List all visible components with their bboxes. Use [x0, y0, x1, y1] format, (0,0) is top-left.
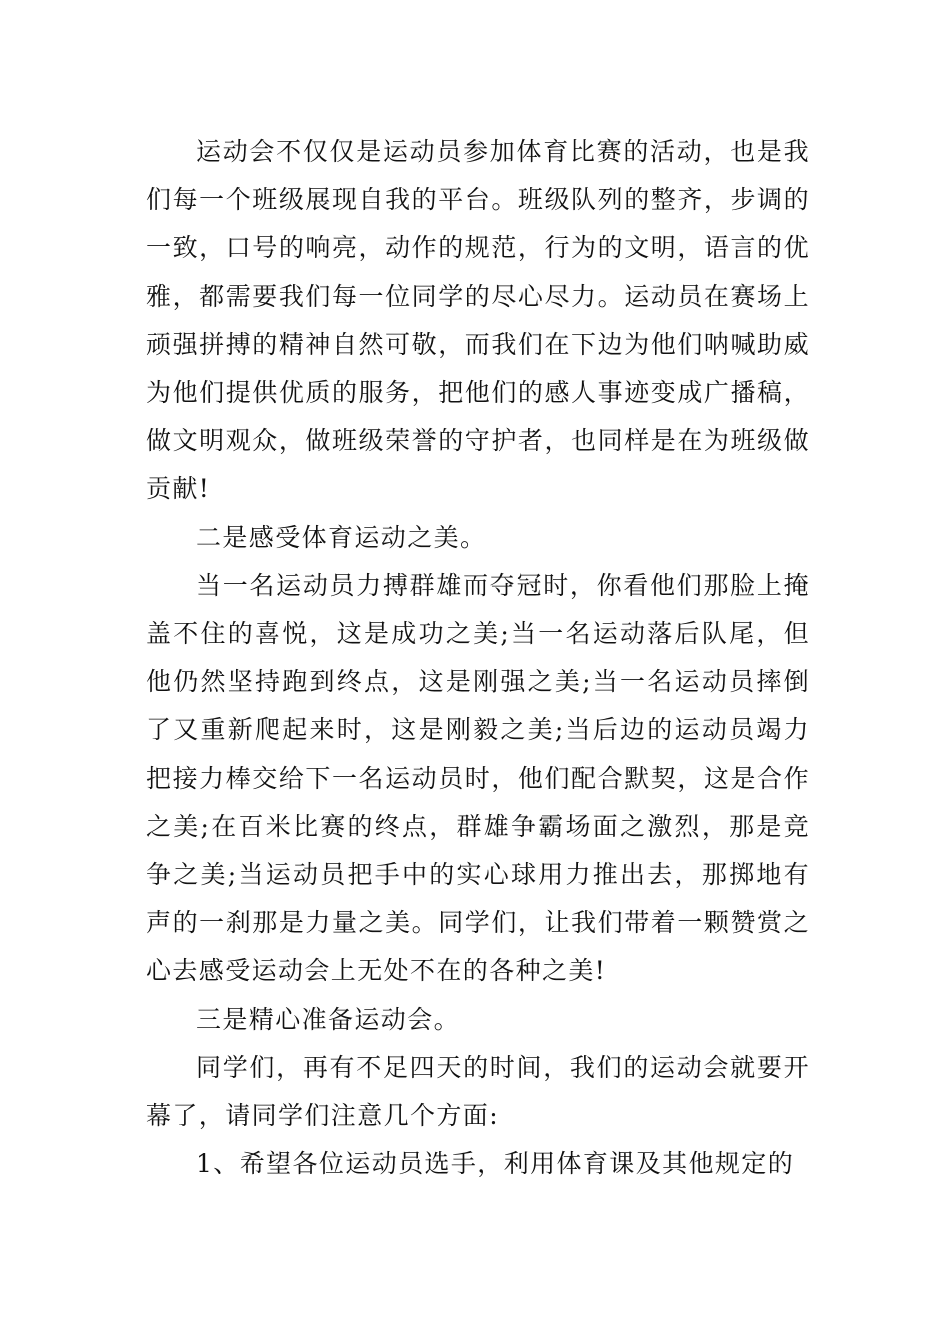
paragraph-sports-meet-platform: 运动会不仅仅是运动员参加体育比赛的活动，也是我们每一个班级展现自我的平台。班级队列的整齐，步调的一致，口号的响亮，动作的规范，行为的文明，语言的优雅，都需要我们每一位同学的尽心尽力。运动员在赛场上顽强拼搏的精神自然可敬，而我们在下边为他们呐喊助威为他们提供优质的服务，把他们的感人事迹变成广播稿，做文明观众，做班级荣誉的守护者，也同样是在为班级做贡献! [146, 137, 810, 504]
document-body [146, 128, 810, 1188]
paragraph-beauty-examples: 当一名运动员力搏群雄而夺冠时，你看他们那脸上掩盖不住的喜悦，这是成功之美;当一名运动落后队尾，但他仍然坚持跑到终点，这是刚强之美;当一名运动员摔倒了又重新爬起来时，这是刚毅之美;当后边的运动员竭力把接力棒交给下一名运动员时，他们配合默契，这是合作之美;在百米比赛的终点，群雄争霸场面之激烈，那是竞争之美;当运动员把手中的实心球用力推出去，那掷地有声的一刹那是力量之美。同学们，让我们带着一颗赞赏之心去感受运动会上无处不在的各种之美! [146, 570, 810, 986]
paragraph-heading-prepare: 三是精心准备运动会。 [196, 1004, 461, 1034]
paragraph-item-1: 1、希望各位运动员选手，利用体育课及其他规定的 [196, 1149, 795, 1179]
paragraph-opening-notice: 同学们，再有不足四天的时间，我们的运动会就要开幕了，请同学们注意几个方面: [146, 1052, 810, 1131]
paragraph-heading-feel-beauty: 二是感受体育运动之美。 [196, 522, 487, 552]
